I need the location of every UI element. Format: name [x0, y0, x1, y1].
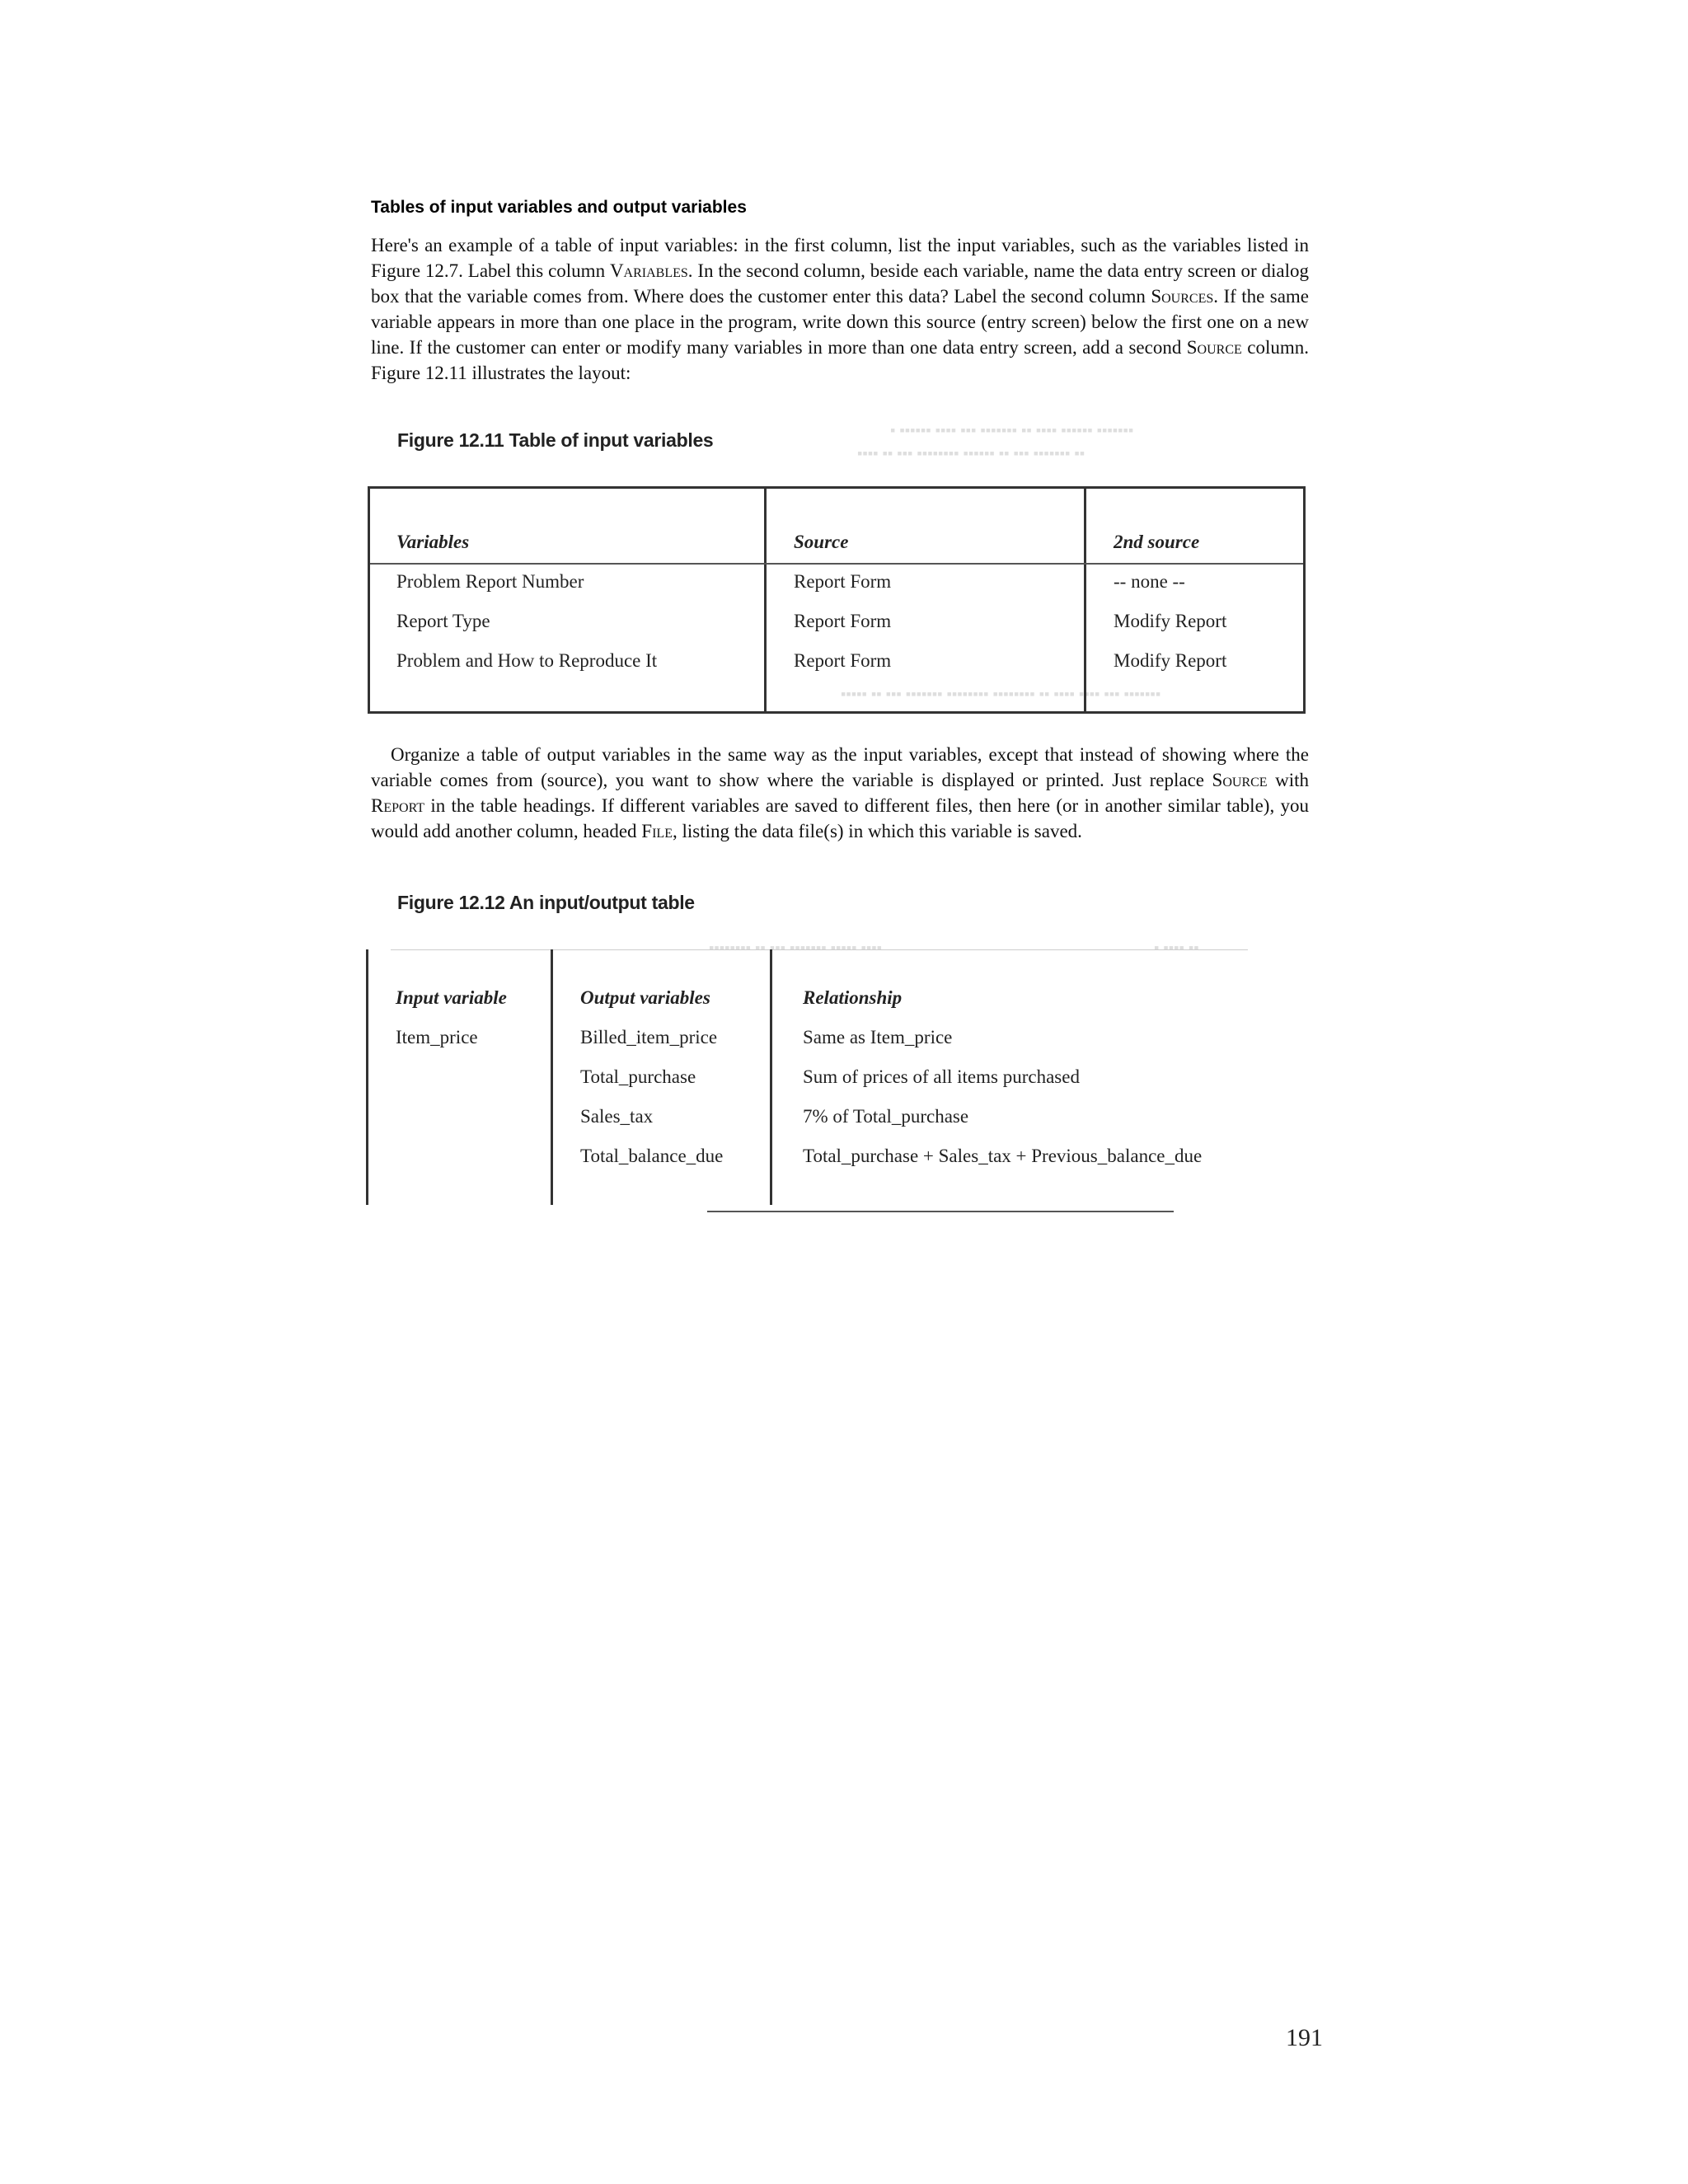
table-cell: Total_purchase — [580, 1066, 696, 1087]
small-caps-term: Source — [1186, 337, 1242, 358]
table-cell: Same as Item_price — [803, 1027, 953, 1047]
table-cell: Sum of prices of all items purchased — [803, 1066, 1080, 1087]
header-divider — [370, 563, 1303, 565]
table-cell: Total_purchase + Sales_tax + Previous_balance_due — [803, 1146, 1203, 1166]
small-caps-term: Variables — [609, 260, 688, 281]
small-caps-term: Report — [371, 795, 425, 816]
table-cell: Modify Report — [1114, 611, 1227, 631]
table-cell: Report Form — [794, 650, 892, 671]
paragraph-input-variables — [371, 232, 1309, 386]
text-run: Here's an example of a table of input variables: in the first column, list the input variables, such as the variables listed in Figure 12.7. Label this column — [371, 235, 1309, 281]
column-divider — [770, 949, 772, 1205]
top-rule — [391, 949, 1248, 950]
text-run: . In the second column, beside each variable, name the data entry screen or dialog box that the variable comes from. Where does the customer enter this data? Label the second column — [371, 260, 1309, 307]
text-run: Organize a table of output variables in the same way as the input variables, except that instead of showing where the variable comes from (source), you want to show where the variable is displayed or printed. Just replace — [371, 744, 1309, 790]
text-run: . If the same variable appears in more than one place in the program, write down this source (entry screen) below the first one on a new line. If the customer can enter or modify many variables in more than one data entry screen, add a second — [371, 286, 1309, 358]
table-cell: Report Type — [396, 611, 490, 631]
column-divider — [764, 489, 767, 711]
text-run: column. Figure 12.11 illustrates the layout: — [371, 337, 1309, 383]
table-cell: Report Form — [794, 611, 892, 631]
table-cell: Problem and How to Reproduce It — [396, 650, 658, 671]
column-divider — [366, 949, 368, 1205]
scan-bleed-through: ▪▪▪▪ ▪▪ ▪▪▪ ▪▪▪▪▪▪▪▪ ▪▪▪▪▪▪ ▪▪ ▪▪▪ ▪▪▪▪▪▪▪ ▪▪ — [857, 445, 1085, 462]
section-heading: Tables of input variables and output variables — [371, 198, 747, 217]
scan-bleed-through: ▪ ▪▪▪▪▪▪ ▪▪▪▪ ▪▪▪ ▪▪▪▪▪▪▪ ▪▪ ▪▪▪▪ ▪▪▪▪▪▪ ▪▪▪▪▪▪▪ — [890, 422, 1134, 438]
small-caps-term: File — [641, 821, 673, 841]
scan-bleed-through: ▪▪▪▪▪▪▪▪ ▪▪ ▪▪▪ ▪▪▪▪▪▪▪ ▪▪▪▪▪ ▪▪▪▪ — [709, 940, 883, 956]
small-caps-term: Source — [1212, 770, 1268, 790]
table-cell: Problem Report Number — [396, 571, 584, 592]
scan-bleed-through: ▪▪▪▪▪ ▪▪ ▪▪▪ ▪▪▪▪▪▪▪ ▪▪▪▪▪▪▪▪ ▪▪▪▪▪▪▪▪ ▪▪ ▪▪▪▪ ▪▪▪▪ ▪▪▪ ▪▪▪▪▪▪▪ — [841, 686, 1161, 702]
input-output-table — [366, 949, 1248, 1205]
header-relationship: Relationship — [803, 987, 903, 1008]
page-number: 191 — [1286, 2024, 1323, 2051]
header-variables: Variables — [396, 532, 470, 552]
bottom-rule — [707, 1211, 1174, 1212]
table-cell: Sales_tax — [580, 1106, 654, 1127]
header-source: Source — [794, 532, 849, 552]
column-divider — [551, 949, 553, 1205]
table-cell: Item_price — [396, 1027, 478, 1047]
table-cell: 7% of Total_purchase — [803, 1106, 969, 1127]
column-divider — [1084, 489, 1086, 711]
header-output-variables: Output variables — [580, 987, 710, 1008]
small-caps-term: Sources — [1151, 286, 1214, 307]
table-cell: Billed_item_price — [580, 1027, 718, 1047]
table-cell: Total_balance_due — [580, 1146, 724, 1166]
header-2nd-source: 2nd source — [1114, 532, 1200, 552]
input-variables-table — [368, 486, 1306, 714]
scan-bleed-through: ▪ ▪▪▪▪ ▪▪ — [1154, 940, 1199, 956]
text-run: with — [1267, 770, 1310, 790]
paragraph-output-variables — [371, 742, 1309, 844]
table-cell: Modify Report — [1114, 650, 1227, 671]
figure-12-11-caption: Figure 12.11 Table of input variables — [397, 429, 714, 451]
text-run: in the table headings. If different variables are saved to different files, then here (or in another similar table), you would add another column, headed — [371, 795, 1309, 841]
text-run: , listing the data file(s) in which this variable is saved. — [672, 821, 1082, 841]
table-cell: Report Form — [794, 571, 892, 592]
figure-12-12-caption: Figure 12.12 An input/output table — [397, 892, 695, 913]
table-cell: -- none -- — [1114, 571, 1185, 592]
header-input-variable: Input variable — [396, 987, 507, 1008]
